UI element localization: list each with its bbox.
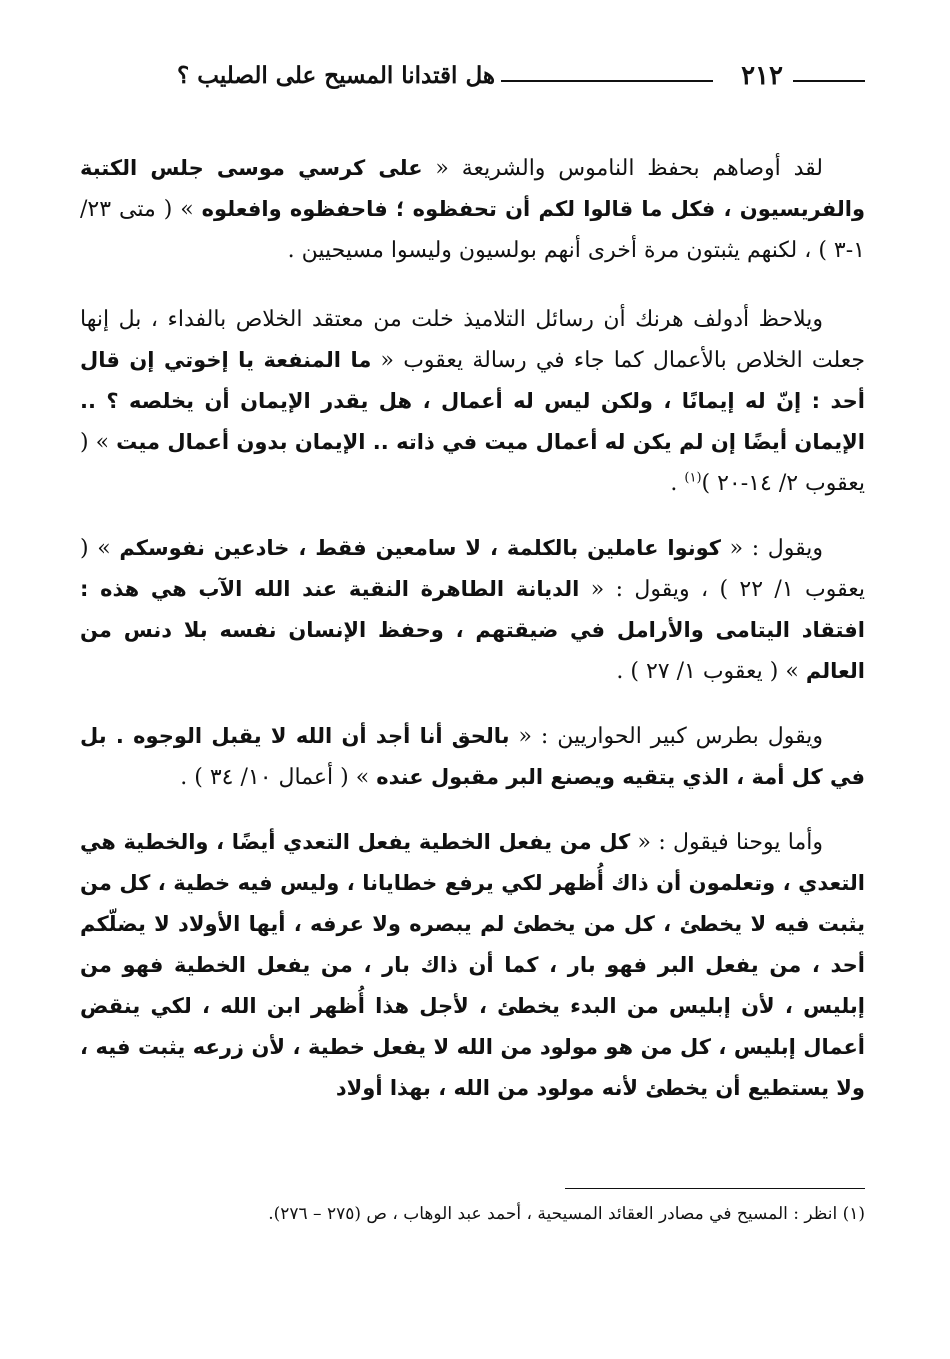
scripture-quote: ما المنفعة يا إخوتي إن قال أحد : إنّ له إيمانًا ، ولكن ليس له أعمال ، هل يقدر الإيمان أن يخلصه ؟ .. الإيمان أيضًا إن لم يكن له أعمال ميت في ذاته .. الإيمان بدون أعمال ميت <box>80 348 866 454</box>
footnote-marker[interactable]: (١) <box>684 470 702 486</box>
scripture-quote: كل من يفعل الخطية يفعل التعدي أيضًا ، والخطية هي التعدي ، وتعلمون أن ذاك أُظهر لكي يرفع خطايانا ، وليس فيه خطية ، كل من يثبت فيه لا يخطئ ، كل من يخطئ لم يبصره ولا عرفه ، أيها الأولاد لا يضلّكم أحد ، من يفعل البر فهو بار ، كما أن ذاك بار ، من يفعل الخطية فهو من إبليس ، لأن إبليس من البدء يخطئ ، لأجل هذا أُظهر ابن الله ، لكي ينقض أعمال إبليس ، كل من هو مولود من الله لا يفعل خطية ، لأن زرعه يثبت فيه ، ولا يستطيع أن يخطئ لأنه مولود من الله ، بهذا أولاد <box>80 830 865 1100</box>
scripture-quote: كونوا عاملين بالكلمة ، لا سامعين فقط ، خادعين نفوسكم <box>119 536 721 560</box>
text: ويقول بطرس كبير الحواريين : « <box>509 724 823 749</box>
text: ويلاحظ أدولف هرنك أن رسائل التلاميذ خلت من معتقد الخلاص بالفداء ، بل إنها جعلت الخلاص بالأعمال كما جاء في رسالة يعقوب « <box>80 307 865 373</box>
text: » ( يعقوب ١/ ٢٧ ) . <box>616 659 806 684</box>
paragraph <box>80 299 865 504</box>
paragraph <box>80 716 865 798</box>
text: » ( أعمال ١٠/ ٣٤ ) . <box>180 765 377 790</box>
paragraph <box>80 822 865 1109</box>
text: لقد أوصاهم بحفظ الناموس والشريعة « <box>422 156 823 181</box>
header-rule <box>793 80 865 82</box>
scripture-quote: على كرسي موسى جلس الكتبة والفريسيون ، فكل ما قالوا لكم أن تحفظوه ؛ فاحفظوه وافعلوه <box>80 156 865 221</box>
header-rule <box>501 80 713 82</box>
text: وأما يوحنا فيقول : « <box>630 830 823 855</box>
text: » ( يعقوب ٢/ ١٤-٢٠ ) <box>80 430 865 496</box>
scripture-quote: بالحق أنا أجد أن الله لا يقبل الوجوه . بل في كل أمة ، الذي يتقيه ويصنع البر مقبول عنده <box>80 724 865 789</box>
scripture-quote: الديانة الطاهرة النقية عند الله الآب هي هذه : افتقاد اليتامى والأرامل في ضيقتهم ، وحفظ الإنسان نفسه بلا دنس من العالم <box>80 577 865 683</box>
chapter-title: هل اقتدانا المسيح على الصليب ؟ <box>177 62 495 89</box>
footnote: (١) انظر : المسيح في مصادر العقائد المسيحية ، أحمد عبد الوهاب ، ص (٢٧٥ – ٢٧٦). <box>268 1204 865 1224</box>
text: » ( يعقوب ١/ ٢٢ ) ، ويقول : « <box>80 536 865 602</box>
text: ويقول : « <box>721 536 824 561</box>
text: . <box>670 471 685 496</box>
paragraph <box>80 528 865 692</box>
body-text <box>80 148 865 1131</box>
running-header <box>80 58 865 98</box>
footnote-separator <box>565 1188 865 1189</box>
page-number: ٢١٢ <box>741 61 783 91</box>
paragraph <box>80 148 865 271</box>
text: » ( متى ٢٣/ ١-٣ ) ، لكنهم يثبتون مرة أخرى أنهم بولسيون وليسوا مسيحيين . <box>80 197 865 263</box>
